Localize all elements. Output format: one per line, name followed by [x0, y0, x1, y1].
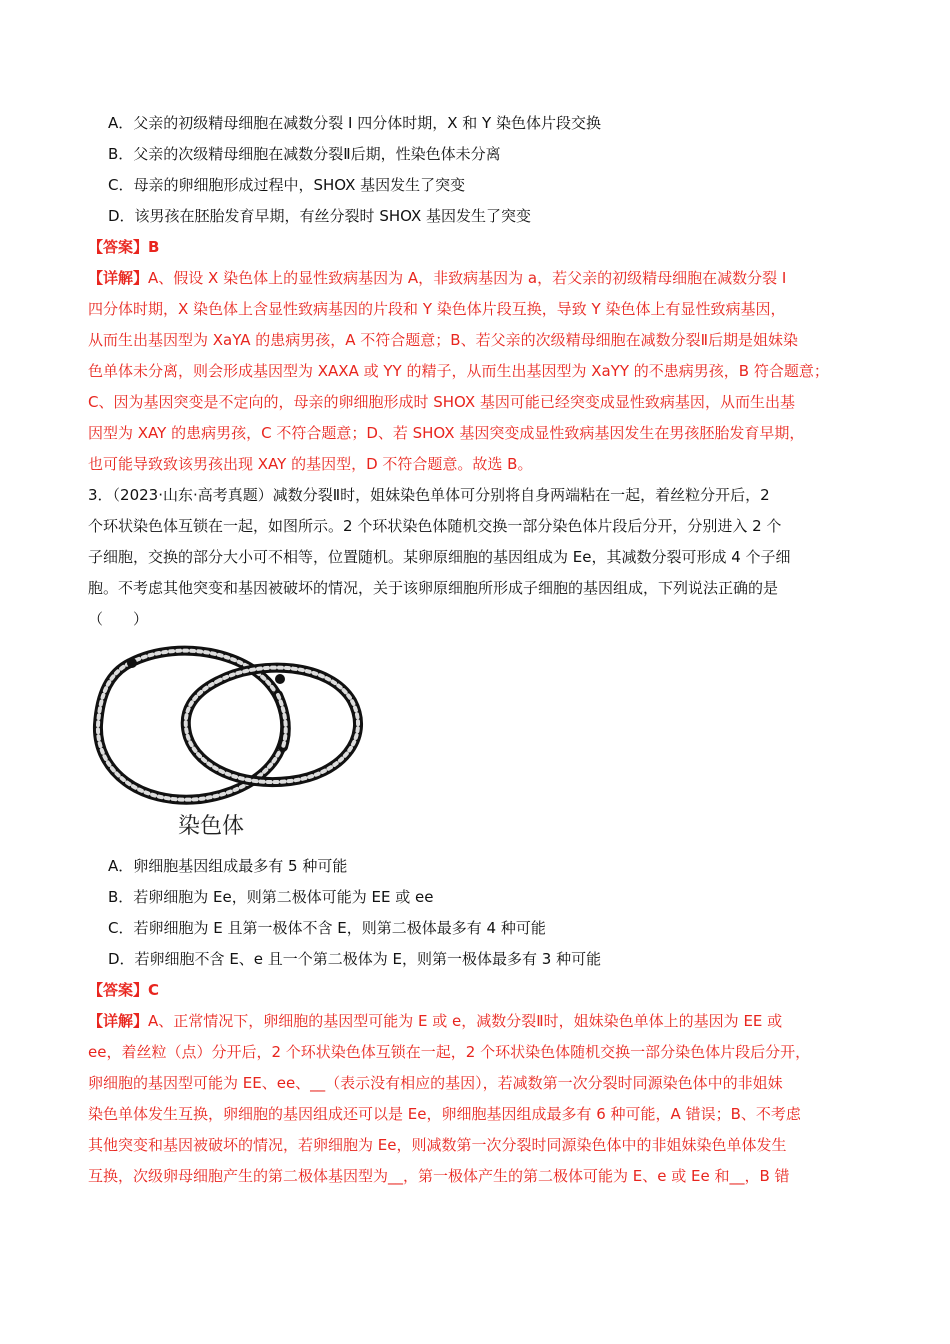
- q3-detail-line: 其他突变和基因被破坏的情况，若卵细胞为 Ee，则减数第一次分裂时同源染色体中的非姐妹染色单体发生: [88, 1136, 787, 1154]
- q2-detail-line: 从而生出基因型为 XaYA 的患病男孩，A 不符合题意；B、若父亲的次级精母细胞在减数分裂Ⅱ后期是姐妹染: [88, 331, 798, 349]
- q3-detail-line: 互换，次级卵母细胞产生的第二极体基因型为__，第一极体产生的第二极体可能为 E、e 或 Ee 和__，B 错: [88, 1167, 790, 1185]
- q2-option-b: B．父亲的次级精母细胞在减数分裂Ⅱ后期，性染色体未分离: [108, 145, 501, 163]
- q3-option-b: B．若卵细胞为 Ee，则第二极体可能为 EE 或 ee: [108, 888, 434, 906]
- q3-detail-line: 染色单体发生互换，卵细胞的基因组成还可以是 Ee，卵细胞基因组成最多有 6 种可能，A 错误；B、不考虑: [88, 1105, 801, 1123]
- q3-stem-line: 胞。不考虑其他突变和基因被破坏的情况，关于该卵原细胞所形成子细胞的基因组成，下列说法正确的是: [88, 579, 779, 597]
- q2-detail-line: 因型为 XAY 的患病男孩，C 不符合题意；D、若 SHOX 基因突变成显性致病基因发生在男孩胚胎发育早期，: [88, 424, 805, 442]
- q3-detail-line: 卵细胞的基因型可能为 EE、ee、__（表示没有相应的基因），若减数第一次分裂时同源染色体中的非姐妹: [88, 1074, 783, 1092]
- q3-stem-line: 3．（2023·山东·高考真题）减数分裂Ⅱ时，姐妹染色单体可分别将自身两端粘在一起，着丝粒分开后，2: [88, 486, 770, 504]
- q2-detail-line: 也可能导致致该男孩出现 XAY 的基因型，D 不符合题意。故选 B。: [88, 455, 533, 473]
- figure-caption: 染色体: [178, 814, 245, 839]
- document-page: [88, 108, 868, 1192]
- q3-option-a: A．卵细胞基因组成最多有 5 种可能: [108, 857, 348, 875]
- q2-detail-line: 色单体未分离，则会形成基因型为 XAXA 或 YY 的精子，从而生出基因型为 XaYY 的不患病男孩，B 符合题意；: [88, 362, 829, 380]
- q2-option-d: D．该男孩在胚胎发育早期，有丝分裂时 SHOX 基因发生了突变: [108, 207, 532, 225]
- q3-detail-line: ee，着丝粒（点）分开后，2 个环状染色体互锁在一起，2 个环状染色体随机交换一部分染色体片段后分开，: [88, 1043, 811, 1061]
- q2-answer: 【答案】B: [88, 238, 160, 256]
- q3-option-c: C．若卵细胞为 E 且第一极体不含 E，则第二极体最多有 4 种可能: [108, 919, 546, 937]
- q3-stem-line: 子细胞，交换的部分大小可不相等，位置随机。某卵原细胞的基因组成为 Ee，其减数分裂可形成 4 个子细: [88, 548, 791, 566]
- q2-option-a: A．父亲的初级精母细胞在减数分裂 I 四分体时期，X 和 Y 染色体片段交换: [108, 114, 601, 132]
- q2-detail-line: 【详解】A、假设 X 染色体上的显性致病基因为 A，非致病基因为 a，若父亲的初级精母细胞在减数分裂 I: [88, 269, 787, 287]
- q3-detail-line: 【详解】A、正常情况下，卵细胞的基因型可能为 E 或 e，减数分裂Ⅱ时，姐妹染色单体上的基因为 EE 或: [88, 1012, 783, 1030]
- q2-detail-line: 四分体时期，X 染色体上含显性致病基因的片段和 Y 染色体片段互换，导致 Y 染色体上有显性致病基因，: [88, 300, 786, 318]
- q2-option-c: C．母亲的卵细胞形成过程中，SHOX 基因发生了突变: [108, 176, 466, 194]
- q3-option-d: D．若卵细胞不含 E、e 且一个第二极体为 E，则第一极体最多有 3 种可能: [108, 950, 602, 968]
- centromere-dot: [127, 658, 137, 668]
- q2-detail-line: C、因为基因突变是不定向的，母亲的卵细胞形成时 SHOX 基因可能已经突变成显性致病基因，从而生出基: [88, 393, 795, 411]
- q3-stem-line: （ ）: [88, 610, 149, 628]
- q3-stem-line: 个环状染色体互锁在一起，如图所示。2 个环状染色体随机交换一部分染色体片段后分开，分别进入 2 个: [88, 517, 782, 535]
- q3-answer: 【答案】C: [88, 981, 160, 999]
- centromere-dot: [275, 674, 285, 684]
- ring-chromosome-figure: [90, 641, 390, 851]
- interlocked-rings-illustration: [90, 641, 390, 811]
